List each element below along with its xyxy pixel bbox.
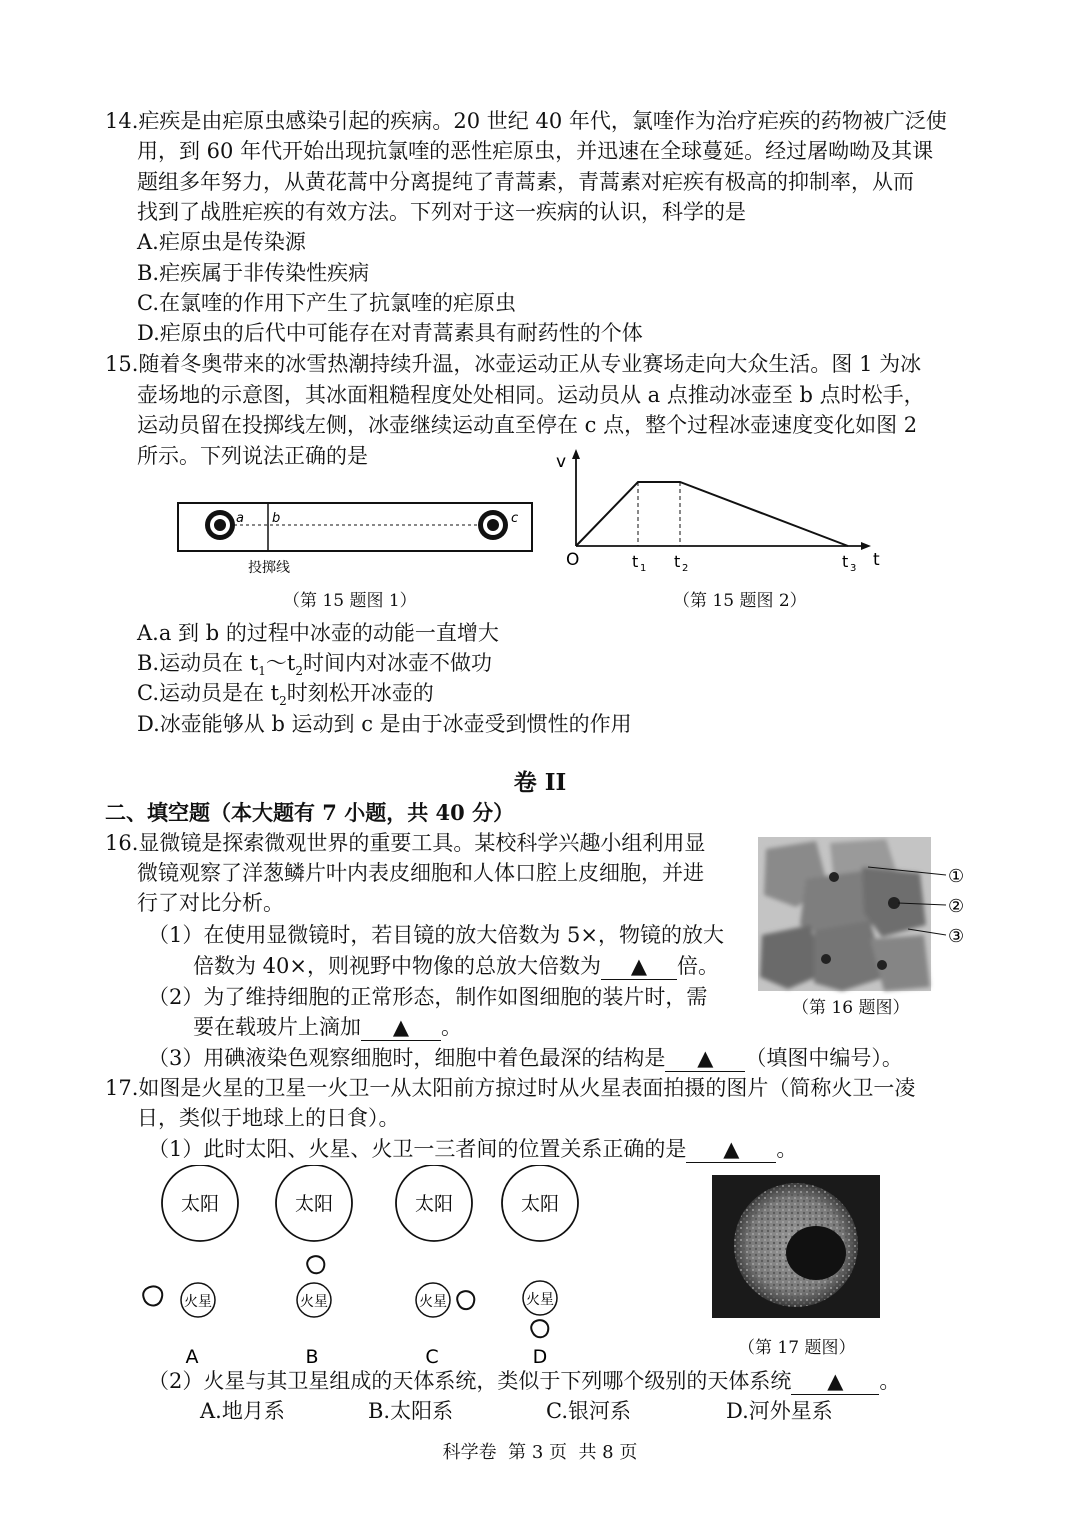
choice-d-label: D	[532, 1346, 548, 1368]
cell-nucleus	[821, 954, 831, 964]
q14-stem-line-2: 用，到 60 年代开始出现抗氯喹的恶性疟原虫，并迅速在全球蔓延。经过屠呦呦及其课	[137, 139, 934, 163]
phobos-shape	[457, 1291, 474, 1309]
velocity-time-graph	[550, 445, 890, 580]
section-heading: 二、填空题（本大题有 7 小题，共 40 分）	[105, 800, 515, 825]
q15-stem-line-4: 所示。下列说法正确的是	[137, 444, 368, 468]
q17-stem-line-1: 17.如图是火星的卫星一火卫一从太阳前方掠过时从火星表面拍摄的图片（简称火卫一凌	[105, 1076, 916, 1100]
q17-part1: （1）此时太阳、火星、火卫一三者间的位置关系正确的是 ▲ 。	[148, 1137, 798, 1161]
q17-stem-line-2: 日，类似于地球上的日食）。	[137, 1106, 400, 1130]
house-target-right	[478, 510, 508, 540]
q14-stem-line-3: 题组多年努力，从黄花蒿中分离提纯了青蒿素，青蒿素对疟疾有极高的抑制率，从而	[137, 170, 914, 194]
answer-blank-17-1[interactable]: ▲	[686, 1136, 776, 1163]
point-b-label: b	[272, 511, 281, 526]
t3-label: t	[842, 552, 849, 571]
mark-3: ③	[948, 926, 965, 947]
q14-option-c: C.在氯喹的作用下产生了抗氯喹的疟原虫	[137, 291, 516, 315]
phobos-shape	[531, 1320, 548, 1337]
t2-label: t	[674, 552, 681, 571]
sun-label: 太阳	[520, 1193, 560, 1215]
q15-fig1-caption: （第 15 题图 1）	[283, 591, 417, 611]
q15-stem-line-2: 壶场地的示意图，其冰面粗糙程度处处相同。运动员从 a 点推动冰壶至 b 点时松手，	[137, 383, 925, 407]
q14-option-a: A.疟原虫是传染源	[137, 230, 306, 254]
q17-option-a: A.地月系	[200, 1399, 285, 1423]
section-title: 卷 II	[513, 769, 567, 796]
q15-option-a: A.a 到 b 的过程中冰壶的动能一直增大	[137, 621, 499, 645]
t3-subscript: 3	[850, 563, 857, 574]
q15-option-d: D.冰壶能够从 b 运动到 c 是由于冰壶受到惯性的作用	[137, 712, 632, 736]
q16-stem-line-2: 微镜观察了洋葱鳞片叶内表皮细胞和人体口腔上皮细胞，并进	[137, 861, 704, 885]
mars-label: 火星	[300, 1294, 328, 1310]
q16-part1-line-2: 倍数为 40×，则视野中物像的总放大倍数为 ▲ 倍。	[193, 954, 719, 978]
mars-label: 火星	[526, 1292, 554, 1308]
q15-stem-line-1: 15.随着冬奥带来的冰雪热潮持续升温，冰壶运动正从专业赛场走向大众生活。图 1 为冰	[105, 352, 922, 376]
phobos-shape	[307, 1256, 324, 1273]
option-c-diagram	[396, 1165, 474, 1368]
q15-stem-line-3: 运动员留在投掷线左侧，冰壶继续运动直至停在 c 点，整个过程冰壶速度变化如图 2	[137, 413, 918, 437]
mark-1: ①	[948, 866, 965, 887]
cell-micrograph-figure	[758, 837, 983, 995]
q15-fig2-caption: （第 15 题图 2）	[673, 591, 807, 611]
phobos-transit-photo	[712, 1175, 880, 1318]
q17-fig-caption: （第 17 题图）	[738, 1338, 856, 1358]
option-b-diagram	[276, 1165, 352, 1368]
point-a-label: a	[236, 511, 244, 526]
v-axis-arrow	[572, 449, 580, 459]
answer-blank-16-1[interactable]: ▲	[601, 953, 677, 980]
q14-stem-line-4: 找到了战胜疟疾的有效方法。下列对于这一疾病的认识，科学的是	[137, 200, 746, 224]
origin-label: O	[566, 550, 580, 570]
q16-part3: （3）用碘液染色观察细胞时，细胞中着色最深的结构是 ▲ （填图中编号）。	[148, 1046, 903, 1070]
option-a-diagram	[143, 1165, 238, 1368]
choice-a-label: A	[185, 1346, 199, 1368]
mark-2: ②	[948, 896, 965, 917]
q16-part1-line-1: （1）在使用显微镜时，若目镜的放大倍数为 5×，物镜的放大	[148, 923, 724, 947]
sun-label: 太阳	[294, 1193, 334, 1215]
q14-option-d: D.疟原虫的后代中可能存在对青蒿素具有耐药性的个体	[137, 321, 643, 345]
house-target-left	[205, 510, 235, 540]
q17-option-b: B.太阳系	[368, 1399, 454, 1423]
q17-option-d: D.河外星系	[726, 1399, 833, 1423]
position-options-figure	[130, 1165, 600, 1370]
sun-label: 太阳	[414, 1193, 454, 1215]
phobos-silhouette	[786, 1226, 846, 1280]
option-d-diagram	[502, 1165, 578, 1368]
v-axis-label: v	[556, 452, 567, 472]
answer-blank-17-2[interactable]: ▲	[791, 1368, 879, 1395]
page-footer: 科学卷 第 3 页 共 8 页	[442, 1442, 638, 1463]
velocity-curve	[576, 482, 848, 546]
q16-stem-line-3: 行了对比分析。	[137, 891, 284, 915]
answer-blank-16-3[interactable]: ▲	[665, 1045, 745, 1072]
q15-option-b: B.运动员在 $t_1\sim t_2$时间内对冰壶不做功	[137, 651, 492, 679]
point-c-label: c	[511, 511, 519, 526]
q16-fig-caption: （第 16 题图）	[792, 998, 910, 1018]
q14-option-b: B.疟疾属于非传染性疾病	[137, 261, 370, 285]
q16-part2-line-1: （2）为了维持细胞的正常形态，制作如图细胞的装片时，需	[148, 985, 708, 1009]
mars-label: 火星	[184, 1294, 212, 1310]
t2-subscript: 2	[682, 563, 689, 574]
mars-label: 火星	[419, 1294, 447, 1310]
phobos-shape	[143, 1286, 162, 1305]
t-axis-label: t	[873, 550, 880, 570]
cell-nucleus	[877, 960, 887, 970]
t1-label: t	[632, 552, 639, 571]
q17-option-c: C.银河系	[546, 1399, 631, 1423]
answer-blank-16-2[interactable]: ▲	[361, 1014, 441, 1041]
q16-stem-line-1: 16.显微镜是探索微观世界的重要工具。某校科学兴趣小组利用显	[105, 831, 706, 855]
t1-subscript: 1	[640, 563, 647, 574]
choice-b-label: B	[305, 1346, 319, 1368]
curling-sheet-figure	[170, 495, 550, 580]
q15-option-c: C.运动员是在 $t_2$时刻松开冰壶的	[137, 681, 434, 709]
t-axis-arrow	[861, 542, 871, 550]
throw-line-label: 投掷线	[248, 560, 290, 576]
q16-part2-line-2: 要在载玻片上滴加 ▲ 。	[193, 1015, 462, 1039]
cell-nucleus	[829, 872, 839, 882]
q17-part2: （2）火星与其卫星组成的天体系统，类似于下列哪个级别的天体系统 ▲ 。	[148, 1369, 901, 1393]
sun-label: 太阳	[180, 1193, 220, 1215]
choice-c-label: C	[425, 1346, 439, 1368]
q14-stem-line-1: 14.疟疾是由疟原虫感染引起的疾病。20 世纪 40 年代，氯喹作为治疗疟疾的药物被广泛使	[105, 109, 947, 133]
